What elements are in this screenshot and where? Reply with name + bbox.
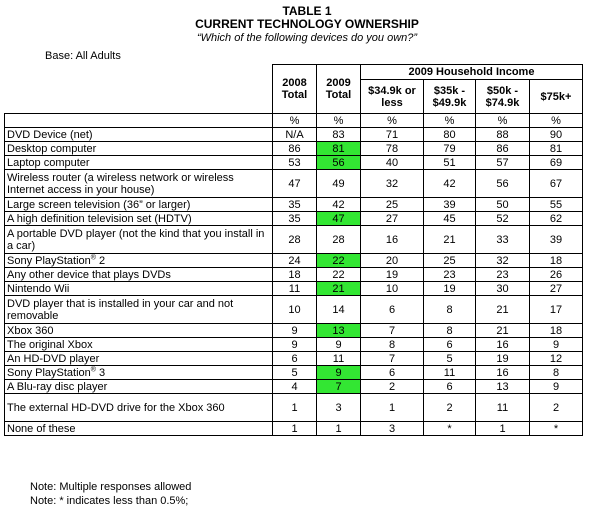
row-label: Laptop computer: [5, 156, 273, 170]
table-row: [5, 422, 583, 436]
cell-2009-total: 81: [317, 142, 361, 156]
table-cell: 8: [424, 324, 476, 338]
cell-2009-total: 9: [317, 338, 361, 352]
row-label: Nintendo Wii: [5, 282, 273, 296]
table-cell: 33: [476, 226, 530, 254]
table-cell: 11: [476, 394, 530, 422]
table-cell: 21: [476, 296, 530, 324]
table-row: [5, 296, 583, 324]
pct-unit: %: [317, 114, 361, 128]
cell-2009-total: 49: [317, 170, 361, 198]
table-row: [5, 282, 583, 296]
table-cell: 12: [530, 352, 583, 366]
table-cell: 53: [273, 156, 317, 170]
table-cell: N/A: [273, 128, 317, 142]
row-label: A Blu-ray disc player: [5, 380, 273, 394]
base-label: Base: All Adults: [45, 50, 121, 62]
table-row: [5, 338, 583, 352]
table-cell: 40: [361, 156, 424, 170]
table-row: [5, 352, 583, 366]
label-header-empty: [5, 65, 273, 114]
table-cell: 25: [361, 198, 424, 212]
table-cell: 88: [476, 128, 530, 142]
table-cell: 19: [476, 352, 530, 366]
table-row: [5, 254, 583, 268]
table-cell: 51: [424, 156, 476, 170]
table-cell: 11: [273, 282, 317, 296]
table-cell: 27: [361, 212, 424, 226]
pct-unit: %: [424, 114, 476, 128]
table-cell: 9: [530, 380, 583, 394]
cell-2009-total: 83: [317, 128, 361, 142]
row-label: Sony PlayStation® 3: [5, 366, 273, 380]
table-cell: 35: [273, 212, 317, 226]
table-row: [5, 380, 583, 394]
cell-2009-total: 13: [317, 324, 361, 338]
cell-2009-total: 22: [317, 254, 361, 268]
table-cell: 17: [530, 296, 583, 324]
row-label: Sony PlayStation® 2: [5, 254, 273, 268]
table-cell: 4: [273, 380, 317, 394]
table-cell: 71: [361, 128, 424, 142]
row-label: None of these: [5, 422, 273, 436]
table-cell: 57: [476, 156, 530, 170]
table-cell: 1: [273, 422, 317, 436]
table-cell: 18: [530, 324, 583, 338]
table-cell: 6: [273, 352, 317, 366]
table-cell: 8: [424, 296, 476, 324]
table-row: [5, 366, 583, 380]
table-cell: 19: [424, 282, 476, 296]
table-cell: 86: [273, 142, 317, 156]
table-cell: 25: [424, 254, 476, 268]
survey-question: “Which of the following devices do you own?”: [196, 32, 418, 44]
cell-2009-total: 47: [317, 212, 361, 226]
row-label: Large screen television (36” or larger): [5, 198, 273, 212]
row-label: Xbox 360: [5, 324, 273, 338]
cell-2009-total: 11: [317, 352, 361, 366]
table-cell: 6: [424, 338, 476, 352]
table-number: TABLE 1: [282, 4, 332, 18]
row-label: A high definition television set (HDTV): [5, 212, 273, 226]
table-cell: 69: [530, 156, 583, 170]
table-row: [5, 212, 583, 226]
income-col-4-header: $75k+: [530, 80, 583, 114]
table-cell: 10: [361, 282, 424, 296]
pct-unit: %: [273, 114, 317, 128]
table-cell: 9: [530, 338, 583, 352]
table-row: [5, 170, 583, 198]
table-cell: 1: [361, 394, 424, 422]
table-cell: 78: [361, 142, 424, 156]
col-2008-header: 2008 Total: [273, 65, 317, 114]
table-cell: 23: [424, 268, 476, 282]
row-label: The original Xbox: [5, 338, 273, 352]
table-cell: 11: [424, 366, 476, 380]
table-cell: 39: [530, 226, 583, 254]
table-cell: 30: [476, 282, 530, 296]
table-cell: 45: [424, 212, 476, 226]
table-cell: 90: [530, 128, 583, 142]
cell-2009-total: 7: [317, 380, 361, 394]
table-cell: 16: [476, 338, 530, 352]
table-cell: *: [530, 422, 583, 436]
row-label: A portable DVD player (not the kind that you install in a car): [5, 226, 273, 254]
table-cell: 16: [476, 366, 530, 380]
table-cell: 6: [361, 296, 424, 324]
pct-row-label: [5, 114, 273, 128]
table-cell: 6: [361, 366, 424, 380]
table-row: [5, 156, 583, 170]
table-row: [5, 268, 583, 282]
table-cell: 21: [476, 324, 530, 338]
row-label: Any other device that plays DVDs: [5, 268, 273, 282]
cell-2009-total: 1: [317, 422, 361, 436]
table-cell: 13: [476, 380, 530, 394]
income-group-header: 2009 Household Income: [361, 65, 583, 80]
income-col-3-header: $50k - $74.9k: [476, 80, 530, 114]
cell-2009-total: 21: [317, 282, 361, 296]
row-label: Wireless router (a wireless network or wireless Internet access in your house): [5, 170, 273, 198]
table-cell: 3: [361, 422, 424, 436]
table-cell: 5: [424, 352, 476, 366]
note-multiple-responses: Note: Multiple responses allowed: [30, 481, 192, 493]
table-cell: 23: [476, 268, 530, 282]
table-cell: 18: [530, 254, 583, 268]
table-cell: 26: [530, 268, 583, 282]
table-row: [5, 128, 583, 142]
table-cell: *: [424, 422, 476, 436]
table-cell: 16: [361, 226, 424, 254]
note-asterisk: Note: * indicates less than 0.5%;: [30, 495, 189, 507]
cell-2009-total: 9: [317, 366, 361, 380]
table-cell: 55: [530, 198, 583, 212]
table-cell: 1: [273, 394, 317, 422]
table-cell: 1: [476, 422, 530, 436]
table-title: CURRENT TECHNOLOGY OWNERSHIP: [195, 17, 419, 31]
ownership-table: [4, 64, 583, 436]
pct-unit: %: [530, 114, 583, 128]
pct-unit: %: [476, 114, 530, 128]
col-2009-header: 2009 Total: [317, 65, 361, 114]
table-cell: 35: [273, 198, 317, 212]
table-row: [5, 324, 583, 338]
table-cell: 42: [424, 170, 476, 198]
row-label: DVD Device (net): [5, 128, 273, 142]
table-cell: 20: [361, 254, 424, 268]
table-cell: 8: [530, 366, 583, 380]
table-cell: 50: [476, 198, 530, 212]
table-row: [5, 142, 583, 156]
table-cell: 9: [273, 324, 317, 338]
table-cell: 86: [476, 142, 530, 156]
table-cell: 52: [476, 212, 530, 226]
table-cell: 62: [530, 212, 583, 226]
table-cell: 2: [424, 394, 476, 422]
row-label: DVD player that is installed in your car and not removable: [5, 296, 273, 324]
table-cell: 21: [424, 226, 476, 254]
table-cell: 10: [273, 296, 317, 324]
cell-2009-total: 22: [317, 268, 361, 282]
table-cell: 9: [273, 338, 317, 352]
table-cell: 32: [476, 254, 530, 268]
table-cell: 80: [424, 128, 476, 142]
table-cell: 7: [361, 324, 424, 338]
table-cell: 28: [273, 226, 317, 254]
cell-2009-total: 3: [317, 394, 361, 422]
cell-2009-total: 14: [317, 296, 361, 324]
table-cell: 6: [424, 380, 476, 394]
table-cell: 7: [361, 352, 424, 366]
table-cell: 32: [361, 170, 424, 198]
table-cell: 24: [273, 254, 317, 268]
row-label: The external HD-DVD drive for the Xbox 360: [5, 394, 273, 422]
pct-unit: %: [361, 114, 424, 128]
table-cell: 47: [273, 170, 317, 198]
income-col-1-header: $34.9k or less: [361, 80, 424, 114]
table-cell: 2: [530, 394, 583, 422]
table-cell: 67: [530, 170, 583, 198]
table-row: [5, 226, 583, 254]
table-cell: 39: [424, 198, 476, 212]
table-cell: 79: [424, 142, 476, 156]
cell-2009-total: 28: [317, 226, 361, 254]
table-cell: 2: [361, 380, 424, 394]
table-cell: 81: [530, 142, 583, 156]
table-cell: 18: [273, 268, 317, 282]
row-label: An HD-DVD player: [5, 352, 273, 366]
cell-2009-total: 42: [317, 198, 361, 212]
cell-2009-total: 56: [317, 156, 361, 170]
table-cell: 8: [361, 338, 424, 352]
row-label: Desktop computer: [5, 142, 273, 156]
table-row: [5, 394, 583, 422]
income-col-2-header: $35k - $49.9k: [424, 80, 476, 114]
table-cell: 27: [530, 282, 583, 296]
table-row: [5, 198, 583, 212]
table-cell: 5: [273, 366, 317, 380]
table-cell: 56: [476, 170, 530, 198]
table-cell: 19: [361, 268, 424, 282]
